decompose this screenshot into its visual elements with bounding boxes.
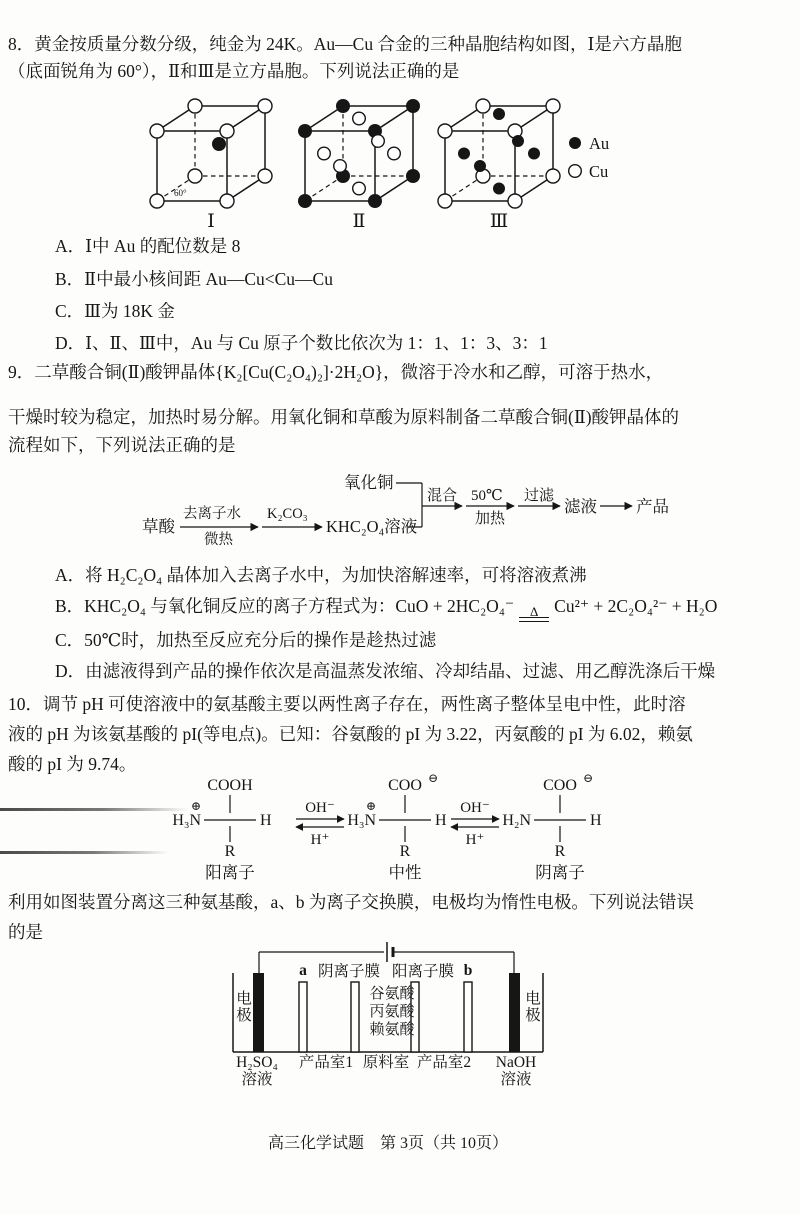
electrodialysis-apparatus [222,940,582,1098]
q9-text-line1: 9．二草酸合铜(Ⅱ)酸钾晶体{K₂[Cu(C₂O₄)₂]·2H₂O}，微溶于冷水和乙醇，可溶于热水， [8,362,664,382]
q9-option-b-post: Cu²⁺ + 2C₂O₄²⁻ + H₂O [554,596,718,616]
cu-atom [220,194,234,208]
cu-atom [220,124,234,138]
preparation-flowchart [136,462,670,552]
neutral-amine-group: H₃N [347,812,376,829]
q8-text-line2: （底面锐角为 60°），Ⅱ和Ⅲ是立方晶胞。下列说法正确的是 [8,61,460,81]
h2so4-label: H₂SO₄ [236,1054,278,1071]
page-footer: 高三化学试题 第 3页（共 10页） [267,1135,508,1152]
equilibrium-arrows-1 [296,800,344,848]
figure-legend [569,134,609,181]
feed-room-label: 原料室 [362,1054,410,1071]
angle-label: 60° [174,188,187,198]
flow-arrow4-bottom: 加热 [475,511,506,527]
product-room-2-label: 产品室2 [416,1054,472,1071]
q8-option-c: C．Ⅲ为 18K 金 [55,301,175,321]
minus-charge-icon: ⊖ [427,771,439,785]
left-electrode [253,973,264,1052]
cu-atom [546,99,560,113]
flow-input-cuo: 氧化铜 [344,473,394,492]
q10-text-line3: 酸的 pI 为 9.74。 [8,754,137,774]
q9-text-line3: 流程如下，下列说法正确的是 [8,435,236,455]
q8-text-line1: 8．黄金按质量分数分级，纯金为 24K。Au—Cu 合金的三种晶胞结构如图，Ⅰ是六方晶胞 [8,34,682,54]
q9-option-b [55,594,717,622]
bond-lines [534,795,586,842]
cu-atom [150,194,164,208]
cu-atom [188,169,202,183]
cu-atom [388,147,401,160]
right-electrode [509,973,520,1052]
bond-lines [379,795,431,842]
naoh-label: NaOH [495,1054,537,1071]
anion-amine-group: H₂N [502,812,531,829]
neutral-label: 中性 [388,863,422,882]
membrane-a-label: a [299,962,307,979]
au-atom [474,160,486,172]
q10-text-line1: 10．调节 pH 可使溶液中的氨基酸主要以两性离子存在，两性离子整体呈电中性，此时溶 [8,694,686,714]
au-atom [406,99,420,113]
eq1-top: OH⁻ [305,800,335,816]
au-atom [512,135,524,147]
crystal-cells-figure [145,90,665,230]
legend-cu-label: Cu [589,162,609,181]
delta-heat-icon [519,606,549,622]
au-atom-legend-icon [569,137,581,149]
plus-charge-icon: ⊕ [365,799,377,813]
neutral-r-group: R [399,843,411,860]
au-atom [493,183,505,195]
cation-r-group: R [224,843,236,860]
neutral-top-group: COO [388,777,422,794]
anion-label: 阴离子 [535,863,585,882]
membrane-a [299,982,307,1052]
neutral-h: H [435,812,447,829]
cu-atom [334,160,347,173]
q10-text-line4: 利用如图装置分离这三种氨基酸，a、b 为离子交换膜，电极均为惰性电极。下列说法错误 [8,892,694,912]
crystal-cell-3 [438,99,560,232]
flow-arrow1-top: 去离子水 [183,506,241,522]
anion-top-group: COO [543,777,577,794]
cu-atom-legend-icon [569,165,582,178]
cu-atom [438,194,452,208]
cu-atom [546,169,560,183]
product-room-1-label: 产品室1 [298,1054,354,1071]
flow-node-khc2o4: KHC₂O₄溶液 [326,517,418,536]
au-atom [336,99,350,113]
legend-au-label: Au [589,134,610,153]
anion-r-group: R [554,843,566,860]
membrane-b-label: b [463,962,473,979]
au-atom [528,148,540,160]
cation-amine-group: H₃N [172,812,201,829]
zwitterion-structure [347,771,447,882]
cell-3-label: Ⅲ [489,211,509,232]
q9-option-a: A．将 H₂C₂O₄ 晶体加入去离子水中，为加快溶解速率，可将溶液煮沸 [55,565,587,585]
crystal-cell-1 [150,99,272,232]
feed-lysine: 赖氨酸 [369,1022,415,1038]
membrane-b [464,982,472,1052]
q10-text-line5: 的是 [8,922,43,942]
eq1-bottom: H⁺ [310,832,330,848]
anion-membrane-label: 阴离子膜 [318,963,381,980]
cu-atom [438,124,452,138]
scan-artifact-line [0,808,188,811]
delta-symbol: Δ [529,604,539,619]
cell-1-label: Ⅰ [207,211,215,232]
equilibrium-arrows-2 [451,800,499,848]
cation-top-group: COOH [207,777,253,794]
au-atom [493,108,505,120]
cation-h: H [260,812,272,829]
bond-lines [204,795,256,842]
cation-structure [172,777,272,882]
amino-acid-scheme [152,772,622,884]
crystal-cell-2 [298,99,420,232]
naoh-solution-label: 溶液 [500,1071,532,1088]
plus-charge-icon: ⊕ [190,799,202,813]
q8-option-a: A．Ⅰ中 Au 的配位数是 8 [55,236,241,256]
flow-arrow4-top: 50℃ [471,488,503,504]
minus-charge-icon: ⊖ [582,771,594,785]
au-atom [298,124,312,138]
cu-atom [372,135,385,148]
feed-alanine: 丙氨酸 [369,1004,415,1020]
flow-node-product: 产品 [636,497,669,516]
q9-option-b-pre: B．KHC₂O₄ 与氧化铜反应的离子方程式为：CuO + 2HC₂O₄⁻ [55,596,515,616]
cation-label: 阳离子 [205,863,255,882]
q9-option-c: C．50℃时，加热至反应充分后的操作是趁热过滤 [55,630,437,650]
cu-atom [353,112,366,125]
eq2-bottom: H⁺ [465,832,485,848]
flow-node-filtrate: 滤液 [564,497,597,516]
q9-text-line2: 干燥时较为稳定，加热时易分解。用氧化铜和草酸为原料制备二草酸合铜(Ⅱ)酸钾晶体的 [8,407,680,427]
cu-atom [258,169,272,183]
cu-atom [188,99,202,113]
flow-arrow2-top: K₂CO₃ [267,506,308,522]
q9-option-d: D．由滤液得到产品的操作依次是高温蒸发浓缩、冷却结晶、过滤、用乙醇洗涤后干燥 [55,661,716,681]
anion-h: H [590,812,602,829]
cu-atom [150,124,164,138]
cation-membrane-label: 阳离子膜 [392,963,455,980]
cu-atom [353,182,366,195]
anion-structure [502,771,602,882]
feed-glutamic-acid: 谷氨酸 [369,986,415,1002]
h2so4-solution-label: 溶液 [241,1071,273,1088]
au-atom [212,137,226,151]
au-atom [368,194,382,208]
cu-atom [318,147,331,160]
flow-start: 草酸 [142,517,175,536]
q10-text-line2: 液的 pH 为该氨基酸的 pI(等电点)。已知：谷氨酸的 pI 为 3.22，丙氨酸的 pI 为 6.02，赖氨 [8,724,693,744]
left-electrode-label: 电极 [234,990,251,1023]
flow-arrow3-top: 混合 [427,488,458,504]
scan-artifact-line [0,851,168,854]
battery-icon [387,942,393,962]
cu-atom [258,99,272,113]
anion-exchange-membrane [351,982,359,1052]
eq2-top: OH⁻ [460,800,490,816]
q8-option-b: B．Ⅱ中最小核间距 Au—Cu<Cu—Cu [55,269,333,289]
flow-arrow5-top: 过滤 [524,488,555,504]
au-atom [458,148,470,160]
au-atom [406,169,420,183]
cu-atom [508,194,522,208]
au-atom [298,194,312,208]
q8-option-d: D．Ⅰ、Ⅱ、Ⅲ中，Au 与 Cu 原子个数比依次为 1：1、1：3、3：1 [55,333,548,353]
cell-2-label: Ⅱ [352,211,366,232]
flow-arrow1-bottom: 微热 [204,532,233,548]
right-electrode-label: 电极 [523,990,540,1023]
equals-bar [519,617,549,622]
cu-atom [476,99,490,113]
